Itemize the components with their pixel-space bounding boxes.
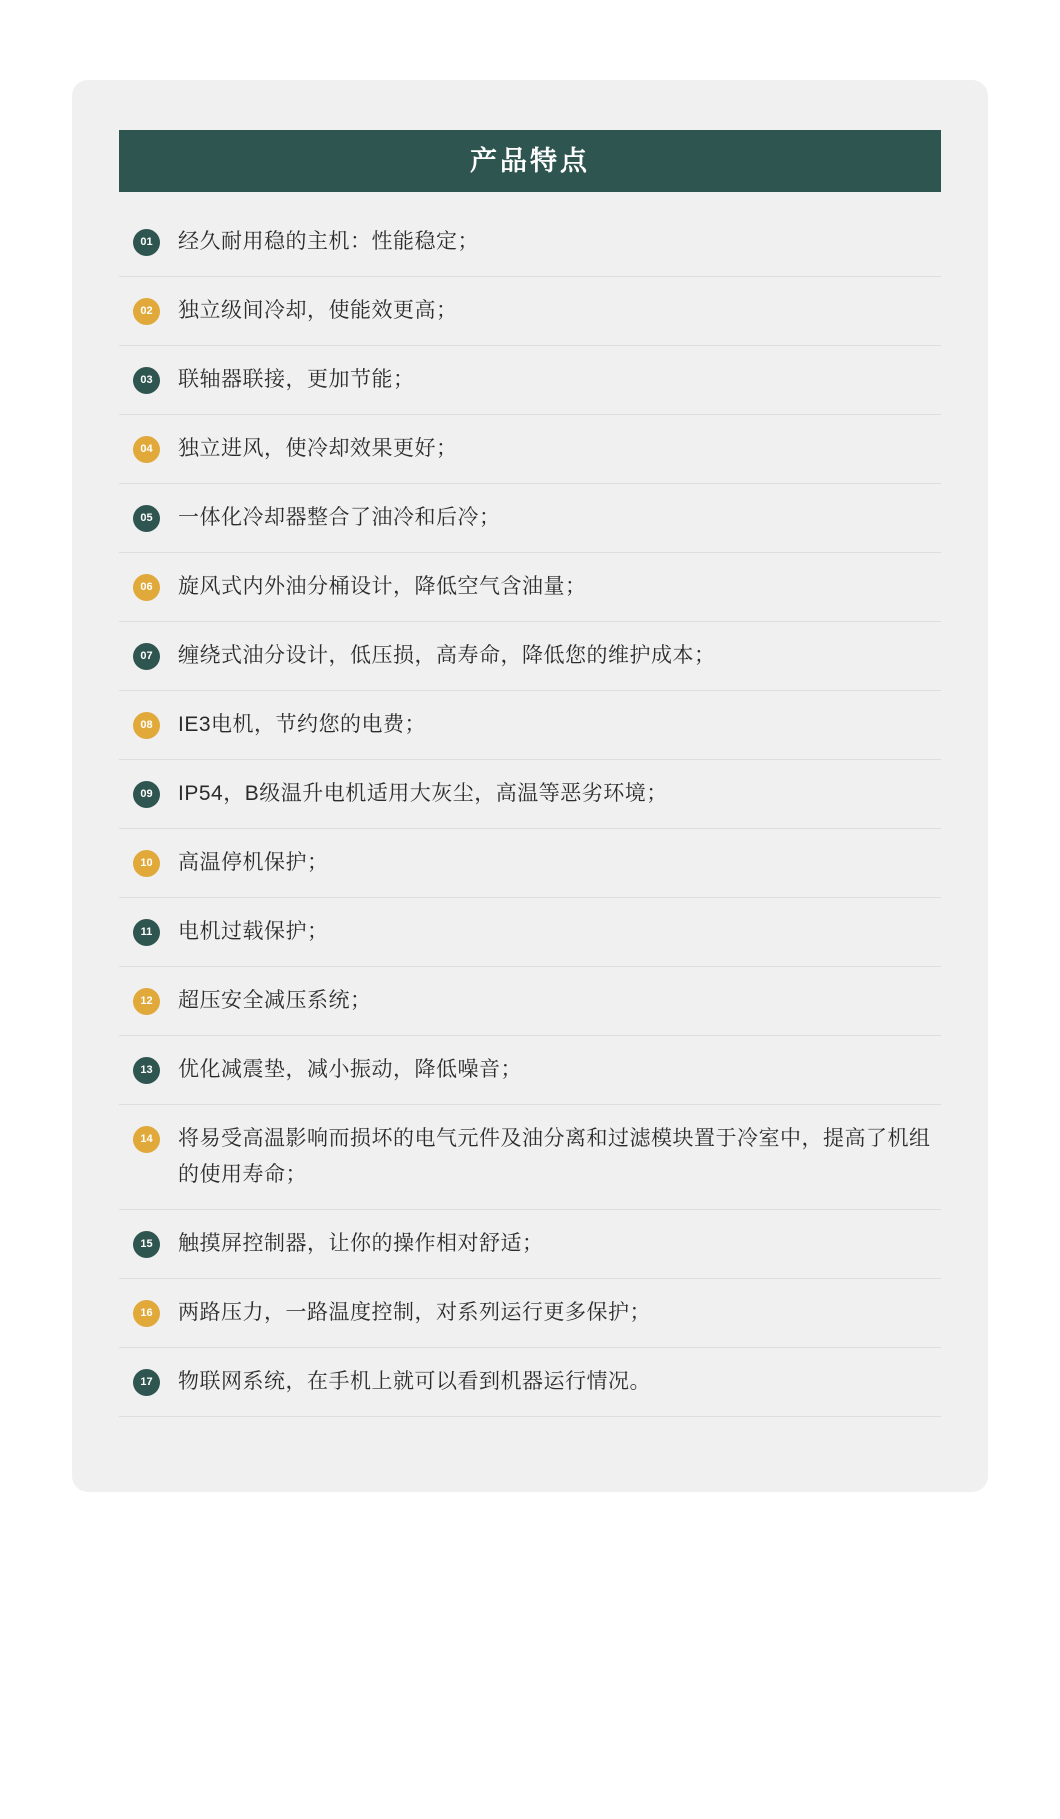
item-number-badge: 11 <box>133 919 160 946</box>
item-number-badge: 05 <box>133 505 160 532</box>
item-text: 独立进风，使冷却效果更好； <box>178 437 458 460</box>
item-number-badge: 08 <box>133 712 160 739</box>
item-text: 高温停机保护； <box>178 851 329 874</box>
item-number-badge: 04 <box>133 436 160 463</box>
item-number-badge: 07 <box>133 643 160 670</box>
list-item <box>119 622 941 691</box>
item-text: 优化减震垫，减小振动，降低噪音； <box>178 1058 522 1081</box>
section-header <box>119 130 941 192</box>
list-item <box>119 967 941 1036</box>
item-number-badge: 03 <box>133 367 160 394</box>
list-item <box>119 553 941 622</box>
list-item <box>119 208 941 277</box>
item-number-badge: 14 <box>133 1126 160 1153</box>
item-text: 联轴器联接，更加节能； <box>178 368 415 391</box>
list-item <box>119 760 941 829</box>
item-text: 超压安全减压系统； <box>178 989 372 1012</box>
list-item <box>119 484 941 553</box>
list-item <box>119 415 941 484</box>
item-number-badge: 01 <box>133 229 160 256</box>
item-number-badge: 09 <box>133 781 160 808</box>
item-text: 将易受高温影响而损坏的电气元件及油分离和过滤模块置于冷室中，提高了机组的使用寿命； <box>178 1127 931 1186</box>
feature-list <box>119 208 941 1417</box>
item-number-badge: 13 <box>133 1057 160 1084</box>
list-item <box>119 1279 941 1348</box>
list-item <box>119 346 941 415</box>
item-number-badge: 12 <box>133 988 160 1015</box>
list-item <box>119 898 941 967</box>
item-text: 物联网系统，在手机上就可以看到机器运行情况。 <box>178 1370 651 1393</box>
item-number-badge: 16 <box>133 1300 160 1327</box>
item-text: 两路压力，一路温度控制，对系列运行更多保护； <box>178 1301 651 1324</box>
list-item <box>119 691 941 760</box>
item-text: 经久耐用稳的主机：性能稳定； <box>178 230 479 253</box>
item-text: 独立级间冷却，使能效更高； <box>178 299 458 322</box>
item-text: 旋风式内外油分桶设计，降低空气含油量； <box>178 575 587 598</box>
list-item <box>119 1210 941 1279</box>
item-text: 缠绕式油分设计，低压损，高寿命，降低您的维护成本； <box>178 644 716 667</box>
item-text: 一体化冷却器整合了油冷和后冷； <box>178 506 501 529</box>
item-number-badge: 17 <box>133 1369 160 1396</box>
item-number-badge: 15 <box>133 1231 160 1258</box>
item-number-badge: 06 <box>133 574 160 601</box>
list-item <box>119 1036 941 1105</box>
item-text: IE3电机，节约您的电费； <box>178 713 427 736</box>
item-number-badge: 10 <box>133 850 160 877</box>
list-item <box>119 277 941 346</box>
page-title: 产品特点 <box>470 145 590 176</box>
item-text: 触摸屏控制器，让你的操作相对舒适； <box>178 1232 544 1255</box>
list-item <box>119 1348 941 1417</box>
item-text: 电机过载保护； <box>178 920 329 943</box>
list-item <box>119 829 941 898</box>
item-text: IP54，B级温升电机适用大灰尘，高温等恶劣环境； <box>178 782 668 805</box>
features-card <box>72 80 988 1492</box>
item-number-badge: 02 <box>133 298 160 325</box>
list-item <box>119 1105 941 1210</box>
